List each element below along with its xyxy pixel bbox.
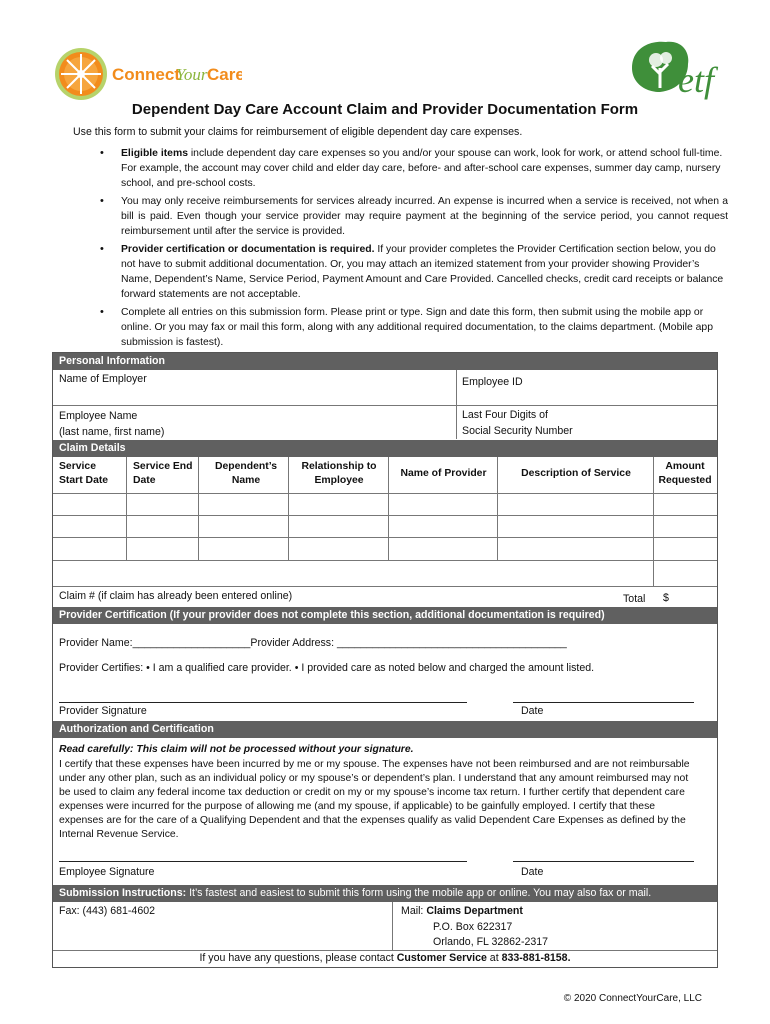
bullet-complete-entries: • Complete all entries on this submission form. Please print or type. Sign and date this form, then submit using the mobile app or online. Or you may fax or mail this form, along with any additional required documentation, to the claims department. (Mobile app submission is fastest). — [100, 305, 728, 350]
svg-text:Your: Your — [176, 65, 208, 84]
ssn-label: Last Four Digits of — [462, 409, 548, 421]
po-box: P.O. Box 622317 — [433, 921, 513, 933]
claim-rows[interactable] — [53, 494, 717, 560]
intro-text: Use this form to submit your claims for reimbursement of eligible dependent day care expenses. — [73, 126, 523, 138]
employee-id-label: Employee ID — [462, 376, 523, 388]
col-service-start: Service Start Date — [59, 461, 109, 486]
copyright: © 2020 ConnectYourCare, LLC — [563, 993, 702, 1004]
personal-info-header: Personal Information — [53, 353, 717, 370]
questions-line: If you have any questions, please contact Customer Service at 833-881-8158. — [199, 952, 571, 964]
total-label: Total — [623, 593, 646, 605]
employee-name-field[interactable] — [203, 406, 456, 439]
provider-date-label: Date — [521, 705, 544, 717]
provider-name-address-line[interactable]: Provider Name:____________________Provider Address: _______________________________________ — [59, 637, 567, 649]
employee-name-label: Employee Name — [59, 410, 138, 422]
svg-text:etf: etf — [678, 60, 714, 100]
provider-signature-label: Provider Signature — [59, 705, 147, 717]
svg-text:Connect: Connect — [112, 65, 180, 84]
read-carefully: Read carefully: This claim will not be processed without your signature. — [59, 744, 414, 755]
col-service-end: Service End Date — [133, 461, 193, 486]
submission-header: Submission Instructions: It’s fastest and easiest to submit this form using the mobile app or online. You may also fax or mail. — [53, 885, 717, 902]
fax-number: Fax: (443) 681-4602 — [59, 905, 155, 917]
provider-cert-header: Provider Certification (If your provider does not complete this section, additional documentation is required) — [53, 607, 717, 624]
employee-signature-line[interactable] — [59, 861, 467, 862]
city-state-zip: Orlando, FL 32862-2317 — [433, 936, 549, 948]
provider-certifies: Provider Certifies: • I am a qualified care provider. • I provided care as noted below and charged the amount listed. — [59, 662, 595, 674]
employee-date-line[interactable] — [513, 861, 694, 862]
col-dependent-name: Dependent’s Name — [215, 461, 277, 486]
employer-field[interactable] — [53, 370, 456, 405]
col-amount: Amount Requested — [658, 461, 712, 486]
col-description: Description of Service — [521, 468, 631, 479]
claim-details-header: Claim Details — [53, 440, 717, 457]
instructions-list — [100, 146, 728, 353]
claim-number-label: Claim # (if claim has already been entered online) — [59, 590, 293, 602]
bullet-incurred: • You may only receive reimbursements for services already incurred. An expense is incurred when a service is received, not when a bill is paid. Even though your service provider may require payment at the beginning of the service period, you cannot request reimbursement until after the service is provided. — [100, 194, 728, 239]
employee-signature-label: Employee Signature — [59, 866, 155, 878]
provider-date-line[interactable] — [513, 702, 694, 703]
col-provider-name: Name of Provider — [400, 468, 487, 479]
col-relationship: Relationship to Employee — [301, 461, 377, 486]
employee-name-sublabel: (last name, first name) — [59, 426, 165, 438]
svg-text:Care: Care — [207, 65, 242, 84]
bullet-eligible-items: • Eligible items include dependent day care expenses so you and/or your spouse can work, look for work, or attend school full-time. For example, the account may cover child and elder day care, before- and after-school care expenses, summer day camp, nursery school, and pre-school costs. — [100, 146, 728, 191]
employer-label: Name of Employer — [59, 373, 147, 385]
claim-form — [52, 352, 718, 968]
total-amount-field[interactable] — [673, 587, 717, 605]
etf-logo — [626, 38, 734, 102]
ssn-sublabel: Social Security Number — [462, 425, 573, 437]
form-title: Dependent Day Care Account Claim and Provider Documentation Form — [131, 101, 639, 118]
mail-address: Mail: Claims Department — [401, 905, 523, 917]
total-currency: $ — [663, 592, 669, 604]
bullet-provider-certification: • Provider certification or documentation is required. If your provider completes the Provider Certification section below, you do not have to submit additional documentation. Or, you may attach an itemized statement from your provider showing Provider’s Name, Dependent’s Name, Service Period, Payment Amount and Care Provided. Cancelled checks, credit card receipts or balance forward statements are not acceptable. — [100, 242, 728, 302]
certification-text: I certify that these expenses have been incurred by me or my spouse. The expenses have not been reimbursed and are not reimbursable under any other plan, such as an individual policy or my spouse’s or dependent’s plan. I understand that any amount reimbursed may not be used to claim any federal income tax deduction or credit on my or my spouse’s income tax return. I further certify that dependent care expenses were incurred for the purpose of allowing me (and my spouse, if applicable) to be gainfully employed. I certify that these expenses are for the care of a Qualifying Dependent and that the expenses qualify as valid Dependent Care Expenses as defined by the Internal Revenue Service. — [59, 759, 690, 840]
employee-id-field[interactable] — [457, 391, 717, 405]
connectyourcare-logo — [52, 45, 242, 103]
provider-signature-line[interactable] — [59, 702, 467, 703]
employee-date-label: Date — [521, 866, 544, 878]
authorization-header: Authorization and Certification — [53, 721, 717, 738]
